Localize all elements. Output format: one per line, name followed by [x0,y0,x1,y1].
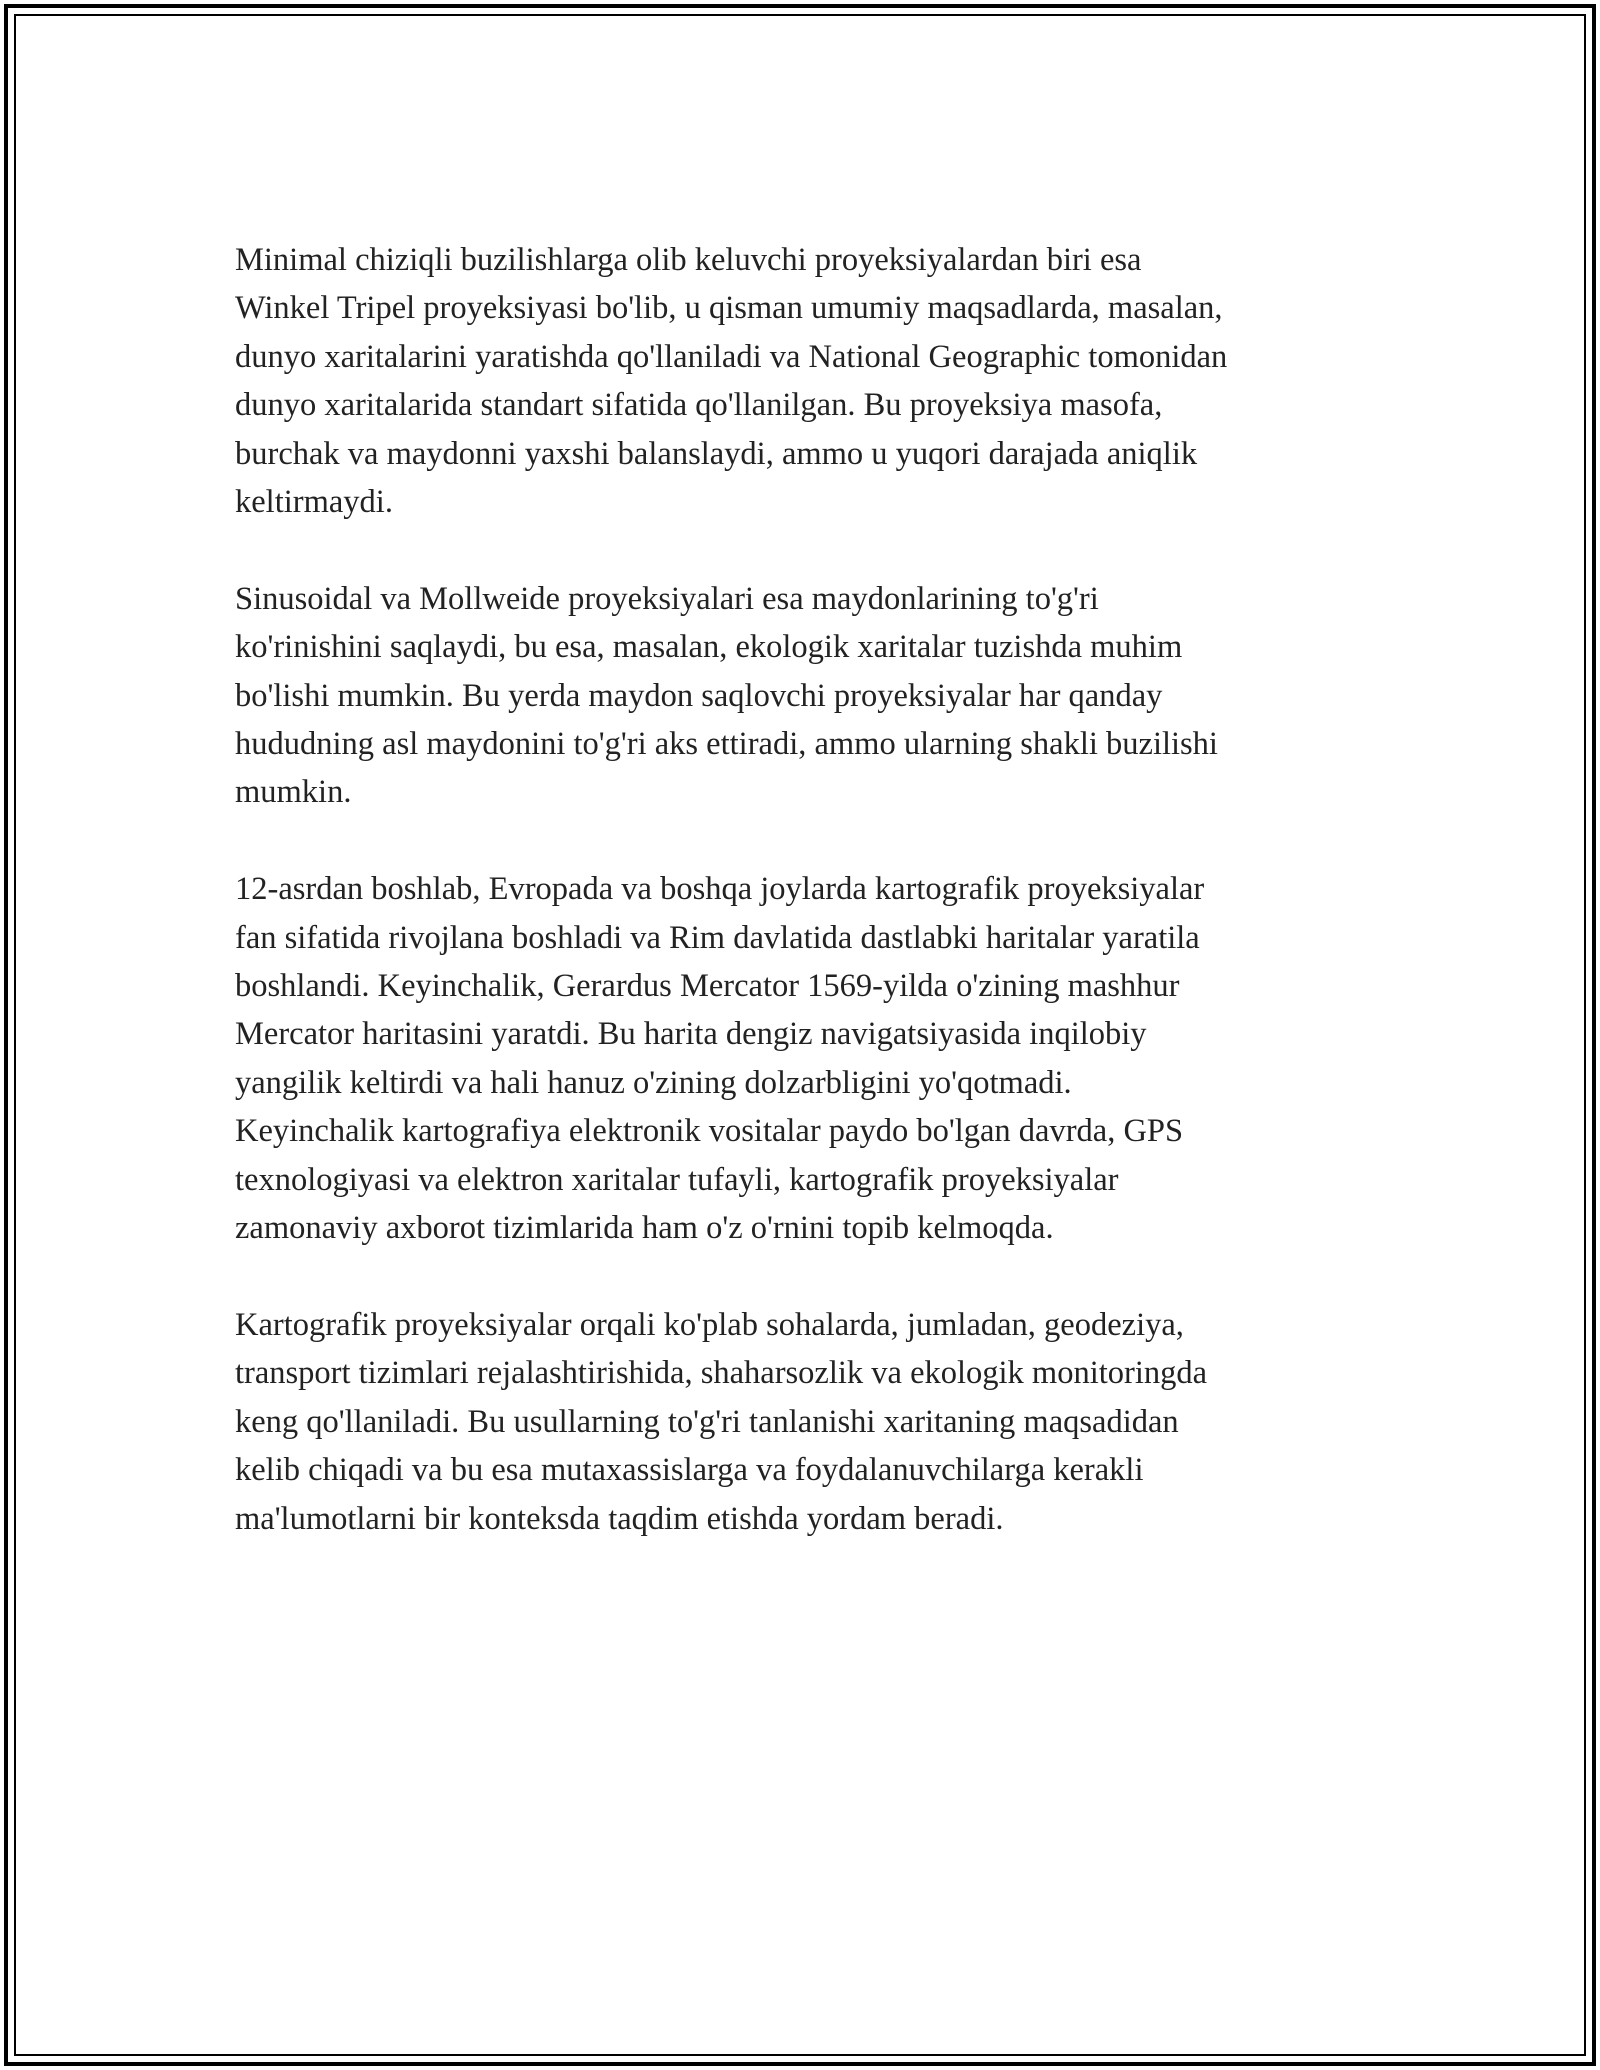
paragraph-winkel-tripel: Minimal chiziqli buzilishlarga olib keluvchi proyeksiyalardan biri esa Winkel Tripel proyeksiyasi bo'lib, u qisman umumiy maqsadlarda, masalan, dunyo xaritalarini yaratishda qo'llaniladi va National Geographic tomonidan dunyo xaritalarida standart sifatida qo'llanilgan. Bu proyeksiya masofa, burchak va maydonni yaxshi balanslaydi, ammo u yuqori darajada aniqlik keltirmaydi. [235,242,1228,521]
paragraph-sinusoidal-mollweide: Sinusoidal va Mollweide proyeksiyalari esa maydonlarining to'g'ri ko'rinishini saqlaydi, bu esa, masalan, ekologik xaritalar tuzishda muhim bo'lishi mumkin. Bu yerda maydon saqlovchi proyeksiyalar har qanday hududning asl maydonini to'g'ri aks ettiradi, ammo ularning shakli buzilishi mumkin. [235,580,1218,811]
document-body [235,236,1365,1591]
paragraph-applications: Kartografik proyeksiyalar orqali ko'plab sohalarda, jumladan, geodeziya, transport tizimlari rejalashtirishida, shaharsozlik va ekologik monitoringda keng qo'llaniladi. Bu usullarning to'g'ri tanlanishi xaritaning maqsadidan kelib chiqadi va bu esa mutaxassislarga va foydalanuvchilarga kerakli ma'lumotlarni bir konteksda taqdim etishda yordam beradi. [235,1306,1208,1537]
paragraph-history-mercator: 12-asrdan boshlab, Evropada va boshqa joylarda kartografik proyeksiyalar fan sifatida rivojlana boshladi va Rim davlatida dastlabki haritalar yaratila boshlandi. Keyinchalik, Gerardus Mercator 1569-yilda o'zining mashhur Mercator haritasini yaratdi. Bu harita dengiz navigatsiyasida inqilobiy yangilik keltirdi va hali hanuz o'zining dolzarbligini yo'qotmadi. Keyinchalik kartografiya elektronik vositalar paydo bo'lgan davrda, GPS texnologiyasi va elektron xaritalar tufayli, kartografik proyeksiyalar zamonaviy axborot tizimlarida ham o'z o'rnini topib kelmoqda. [235,871,1205,1247]
